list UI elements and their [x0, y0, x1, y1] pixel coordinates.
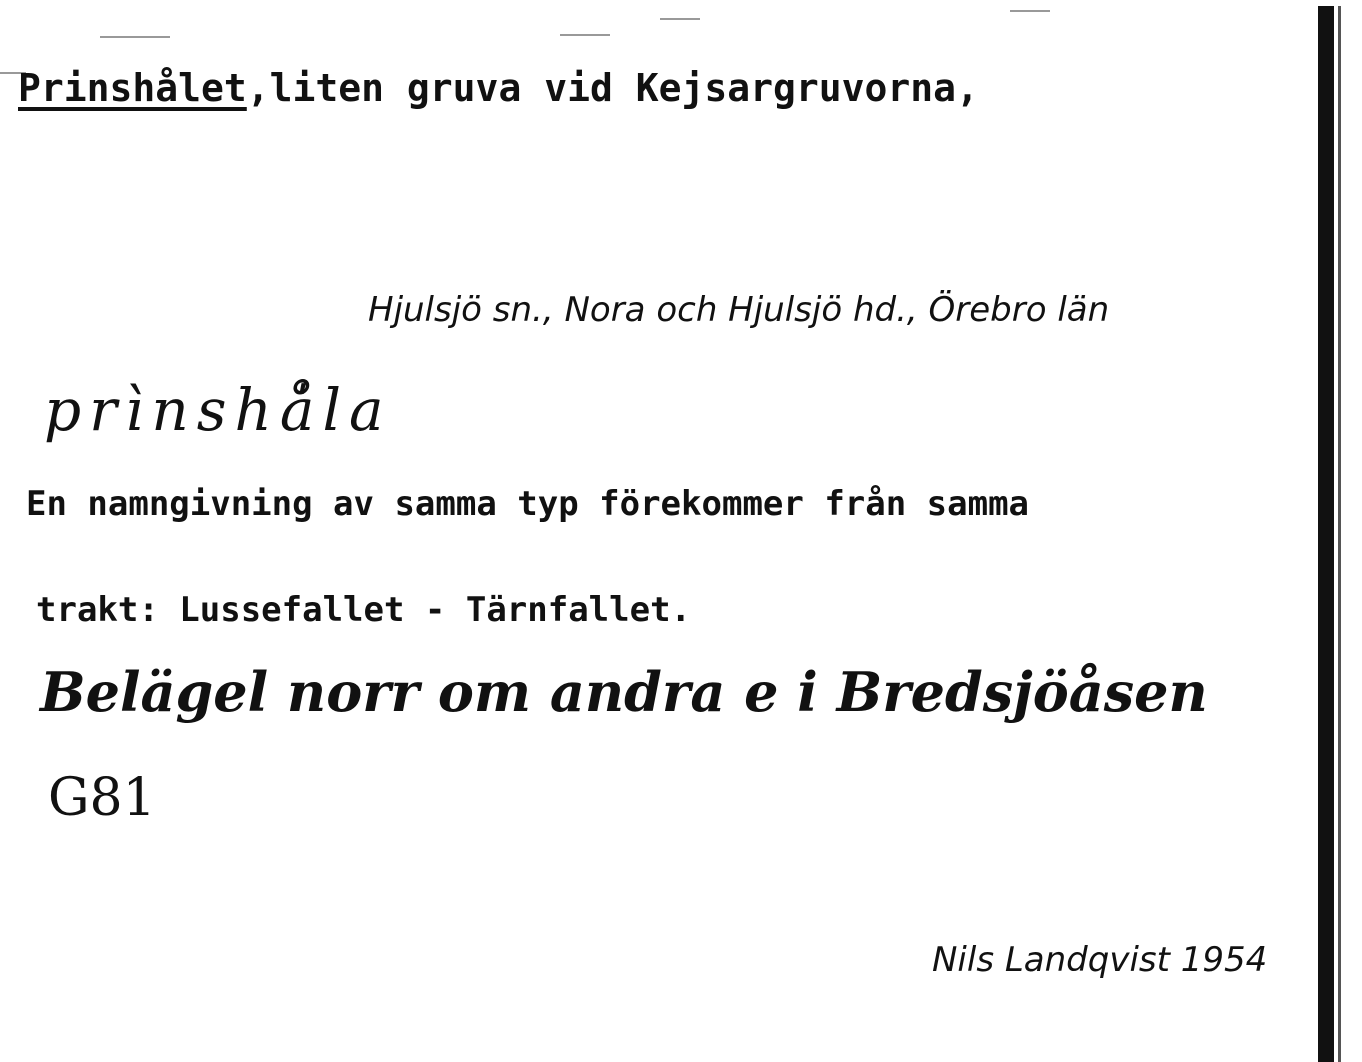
signature: Nils Landqvist 1954 — [932, 940, 1268, 980]
headword: Prinshålet — [18, 66, 247, 110]
location-line: Hjulsjö sn., Nora och Hjulsjö hd., Örebro län — [368, 290, 1110, 330]
card-code: G81 — [48, 768, 156, 828]
scan-speck — [660, 18, 700, 20]
note-line-1: En namngivning av samma typ förekommer från samma — [26, 484, 1030, 524]
handwritten-note: Belägel norr om andra e i Bredsjöåsen — [40, 660, 1208, 724]
scan-speck — [100, 36, 170, 38]
scan-speck — [560, 34, 610, 36]
card-edge-shadow — [1318, 6, 1334, 1062]
card-edge-line — [1338, 6, 1341, 1062]
note-line-2: trakt: Lussefallet - Tärnfallet. — [36, 590, 692, 630]
heading-line — [18, 66, 979, 110]
pronunciation: prìnshå̍la — [44, 376, 392, 444]
heading-description: ,liten gruva vid Kejsargruvorna, — [246, 66, 979, 110]
scan-speck — [1010, 10, 1050, 12]
